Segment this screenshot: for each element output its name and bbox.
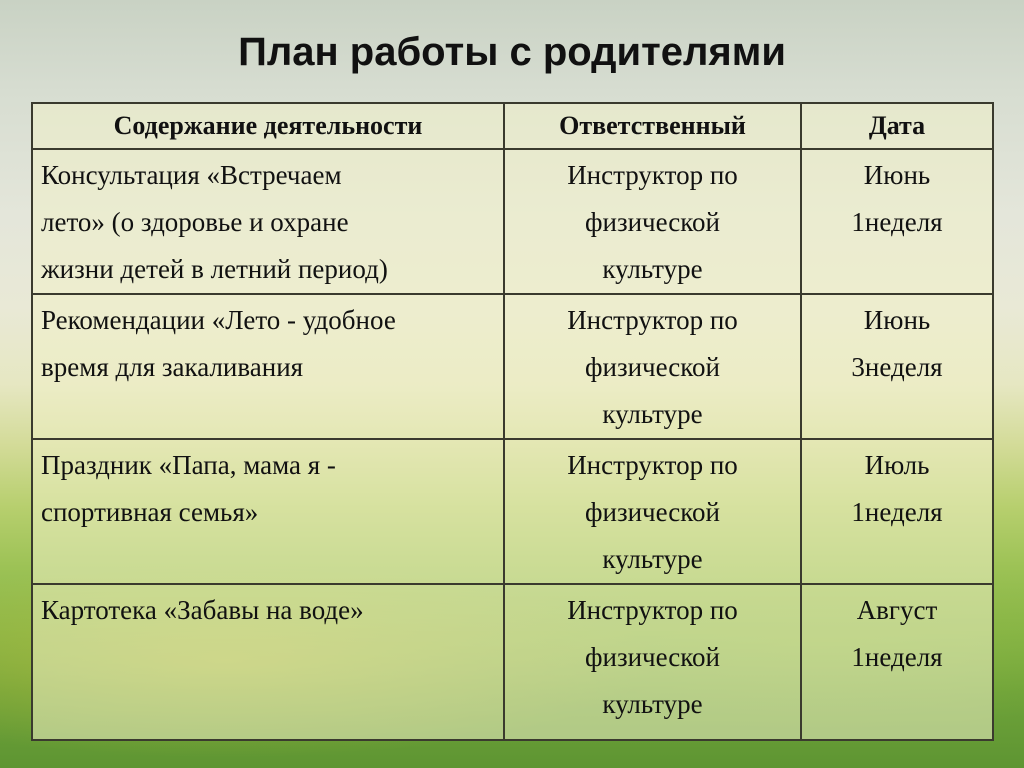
cell-responsible-text: Инструктор по физической культуре [567,450,738,574]
cell-responsible [504,149,801,294]
cell-responsible-text: Инструктор по физической культуре [567,305,738,429]
cell-content [32,149,504,294]
table-header-row [32,103,993,149]
cell-date [801,149,993,294]
cell-content [32,439,504,584]
cell-content-text: Праздник «Папа, мама я - спортивная семья» [41,450,336,527]
cell-responsible-text: Инструктор по физической культуре [567,595,738,719]
cell-content [32,294,504,439]
cell-date-text: Июль 1неделя [851,450,943,527]
header-date: Дата [801,103,993,149]
cell-content-text: Рекомендации «Лето - удобное время для закаливания [41,305,396,382]
cell-responsible [504,294,801,439]
cell-content-text: Консультация «Встречаем лето» (о здоровье и охране жизни детей в летний период) [41,160,388,284]
cell-date [801,294,993,439]
header-responsible: Ответственный [504,103,801,149]
cell-responsible-text: Инструктор по физической культуре [567,160,738,284]
cell-date-text: Июнь 1неделя [851,160,943,237]
cell-responsible [504,439,801,584]
table-row [32,584,993,740]
cell-date [801,439,993,584]
cell-date [801,584,993,740]
cell-content-text: Картотека «Забавы на воде» [41,595,364,625]
cell-content [32,584,504,740]
slide-title: План работы с родителями [238,30,786,74]
table-row [32,149,993,294]
table-row [32,439,993,584]
cell-date-text: Июнь 3неделя [851,305,943,382]
header-content: Содержание деятельности [32,103,504,149]
cell-responsible [504,584,801,740]
table-row [32,294,993,439]
cell-date-text: Август 1неделя [851,595,943,672]
work-plan-table [31,102,994,741]
